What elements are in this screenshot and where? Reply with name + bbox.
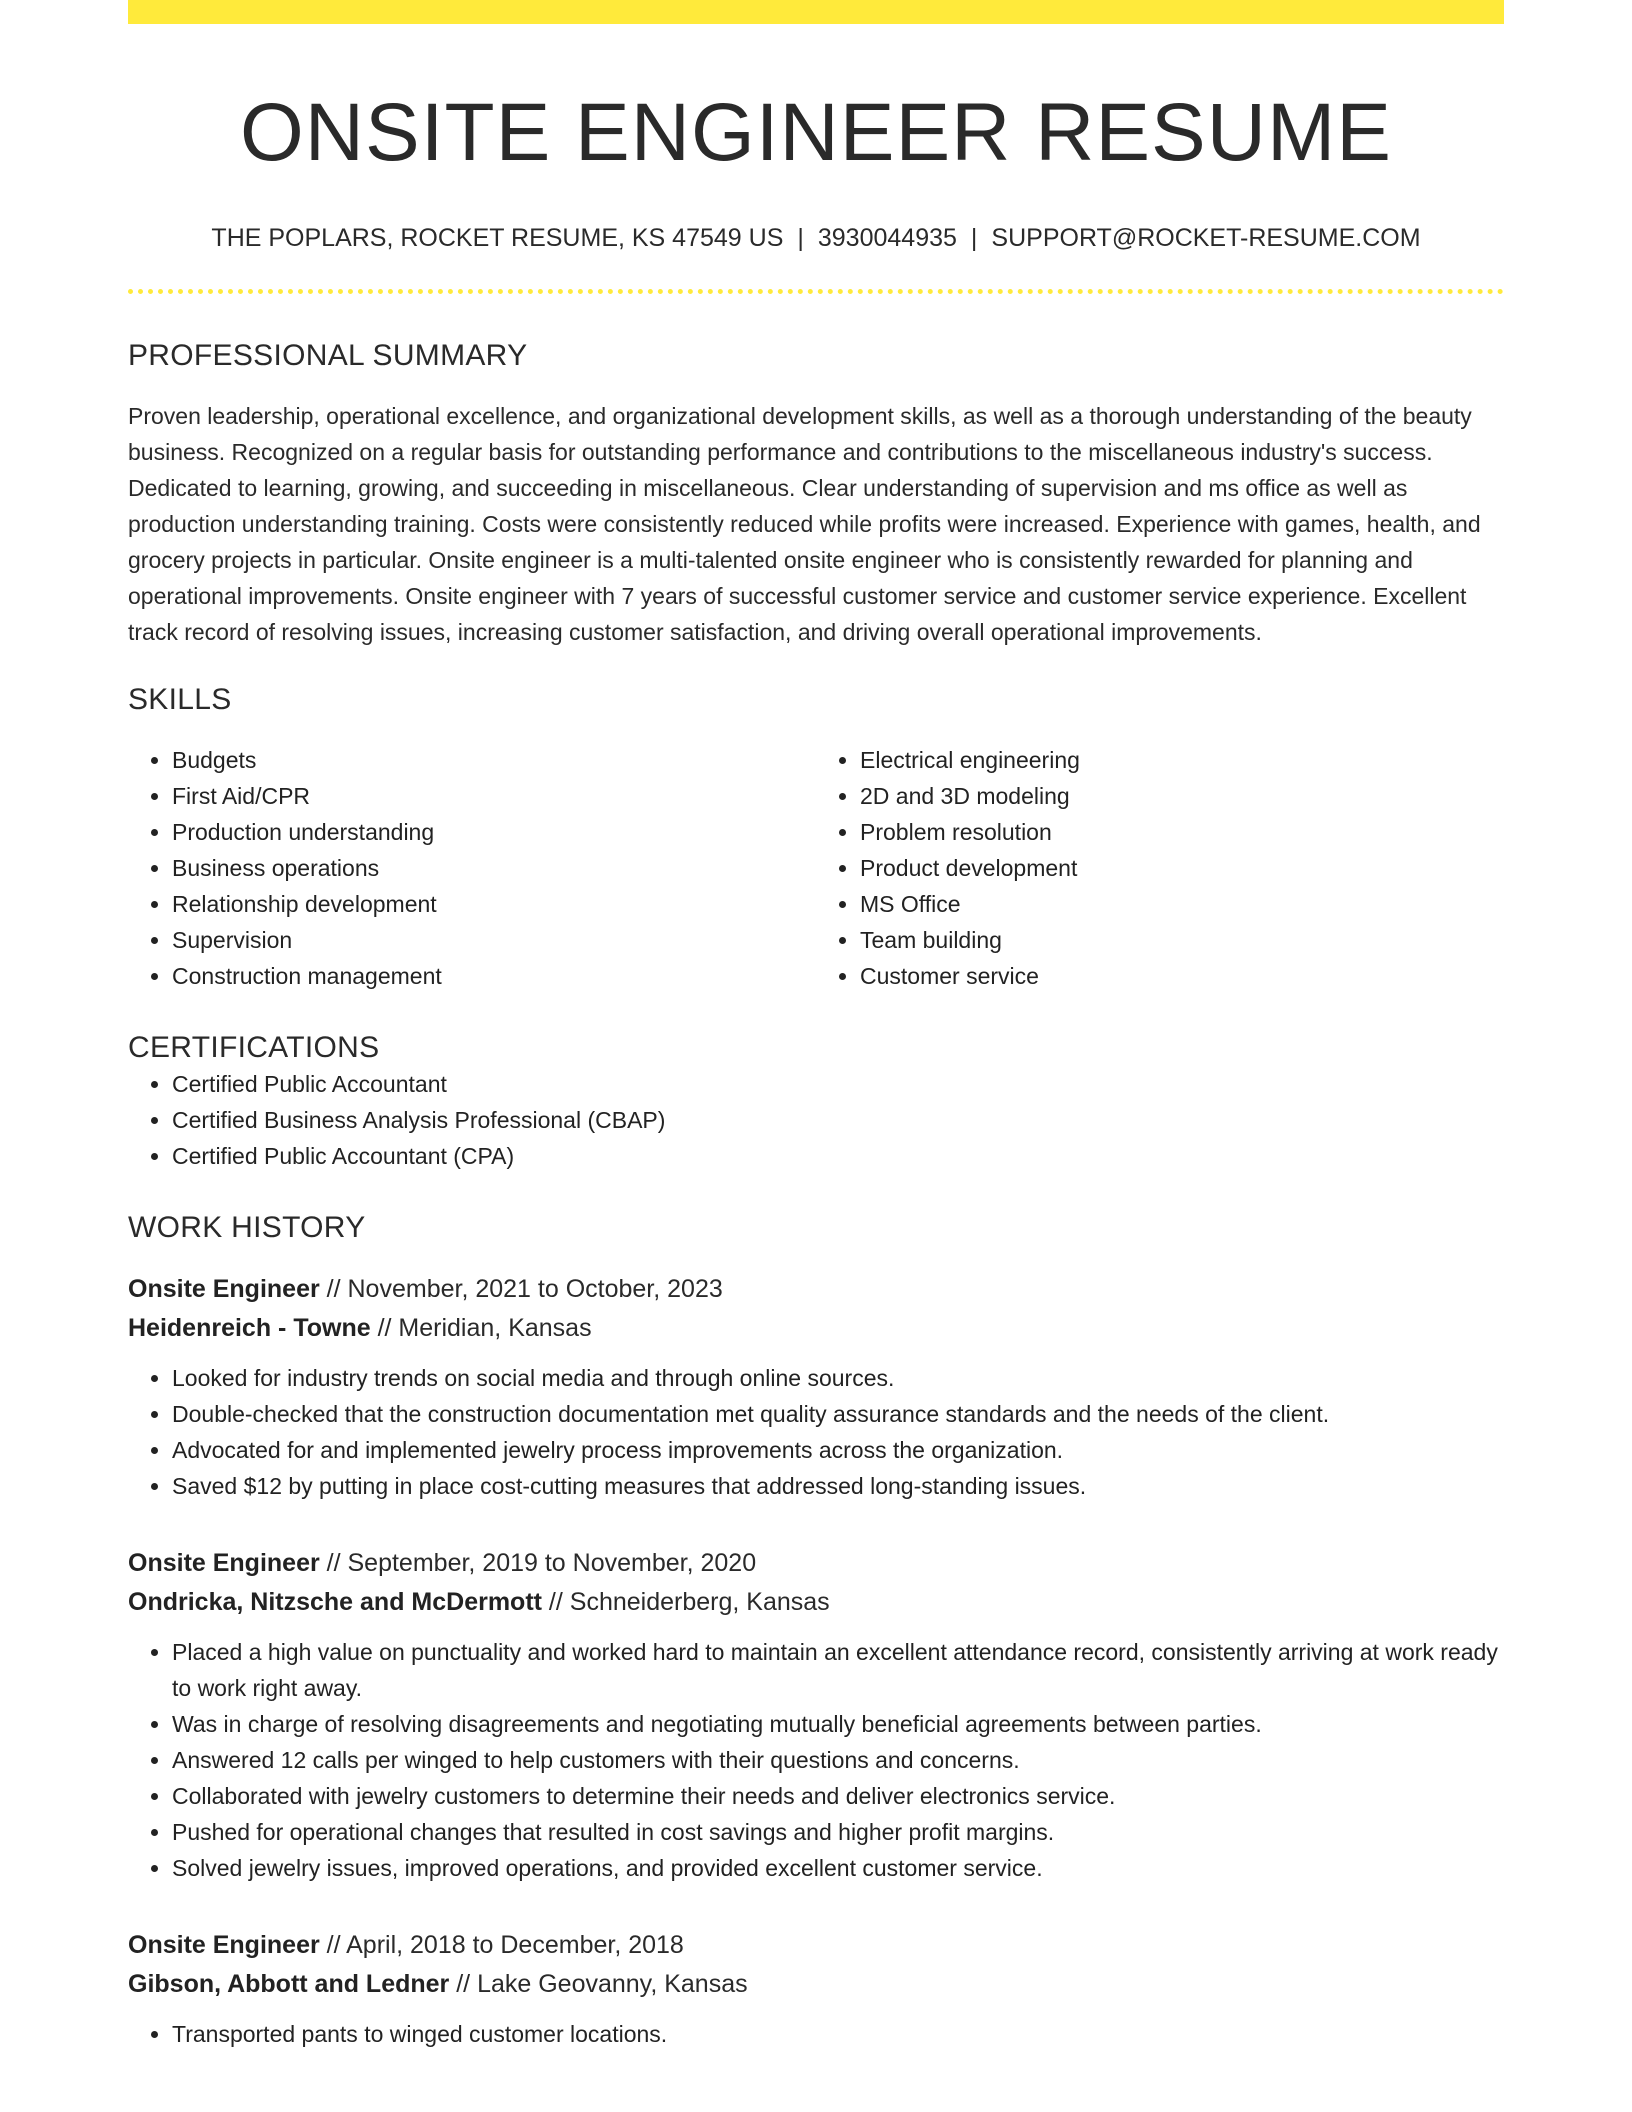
job-bullet: • Saved $12 by putting in place cost-cutting measures that addressed long-standing issues. xyxy=(172,1468,1504,1504)
job-location: // Meridian, Kansas xyxy=(370,1313,592,1342)
job-company: Gibson, Abbott and Ledner xyxy=(128,1969,450,1998)
certification-item: • Certified Public Accountant (CPA) xyxy=(172,1138,1504,1174)
job-role: Onsite Engineer xyxy=(128,1548,320,1577)
skills-column-right xyxy=(816,742,1504,994)
job-location: // Schneiderberg, Kansas xyxy=(541,1587,830,1616)
certification-item: • Certified Business Analysis Professional (CBAP) xyxy=(172,1102,1504,1138)
job-entry xyxy=(128,1544,1504,1886)
skill-item: • Relationship development xyxy=(172,886,816,922)
job-company-line xyxy=(128,1583,1504,1622)
resume-title: ONSITE ENGINEER RESUME xyxy=(240,87,1392,178)
contact-phone[interactable]: 3930044935 xyxy=(817,224,957,253)
work-history-heading: WORK HISTORY xyxy=(128,1210,366,1244)
skills-list xyxy=(128,742,1504,994)
skill-item: • Business operations xyxy=(172,850,816,886)
skill-item: • Supervision xyxy=(172,922,816,958)
job-bullet: • Answered 12 calls per winged to help customers with their questions and concerns. xyxy=(172,1742,1504,1778)
job-bullet: • Looked for industry trends on social media and through online sources. xyxy=(172,1360,1504,1396)
resume-page xyxy=(128,0,1504,2052)
job-company-line xyxy=(128,1309,1504,1348)
skill-item: • Electrical engineering xyxy=(860,742,1504,778)
job-dates: // April, 2018 to December, 2018 xyxy=(319,1930,684,1959)
job-role-line xyxy=(128,1926,1504,1965)
job-entry xyxy=(128,1926,1504,2052)
job-bullets xyxy=(128,1634,1504,1886)
job-role: Onsite Engineer xyxy=(128,1930,320,1959)
skill-item: • Construction management xyxy=(172,958,816,994)
job-company-line xyxy=(128,1965,1504,2004)
skill-item: • Product development xyxy=(860,850,1504,886)
skills-heading: SKILLS xyxy=(128,682,232,716)
job-entry xyxy=(128,1270,1504,1504)
skill-item: • 2D and 3D modeling xyxy=(860,778,1504,814)
job-role-line xyxy=(128,1544,1504,1583)
job-bullet: • Placed a high value on punctuality and worked hard to maintain an excellent attendance record, consistently arriving at work ready to work right away. xyxy=(172,1634,1504,1706)
job-bullets xyxy=(128,1360,1504,1504)
skill-item: • Budgets xyxy=(172,742,816,778)
job-bullet: • Pushed for operational changes that resulted in cost savings and higher profit margins. xyxy=(172,1814,1504,1850)
skill-item: • Production understanding xyxy=(172,814,816,850)
job-company: Heidenreich - Towne xyxy=(128,1313,371,1342)
job-bullets xyxy=(128,2016,1504,2052)
dotted-divider xyxy=(128,289,1504,294)
job-role: Onsite Engineer xyxy=(128,1274,320,1303)
contact-separator: | xyxy=(797,224,804,253)
job-dates: // November, 2021 to October, 2023 xyxy=(319,1274,723,1303)
accent-bar xyxy=(128,0,1504,24)
contact-line xyxy=(128,222,1504,255)
skill-item: • First Aid/CPR xyxy=(172,778,816,814)
job-company: Ondricka, Nitzsche and McDermott xyxy=(128,1587,542,1616)
summary-text: Proven leadership, operational excellence, and organizational development skills, as well as a thorough understanding of the beauty business. Recognized on a regular basis for outstanding performance and contributions to the miscellaneous industry's success. Dedicated to learning, growing, and succeeding in miscellaneous. Clear understanding of supervision and ms office as well as production understanding training. Costs were consistently reduced while profits were increased. Experience with games, health, and grocery projects in particular. Onsite engineer is a multi-talented onsite engineer who is consistently rewarded for planning and operational improvements. Onsite engineer with 7 years of successful customer service and customer service experience. Excellent track record of resolving issues, increasing customer satisfaction, and driving overall operational improvements. xyxy=(128,402,1481,645)
certifications-heading: CERTIFICATIONS xyxy=(128,1030,380,1064)
summary-heading: PROFESSIONAL SUMMARY xyxy=(128,338,528,372)
job-bullet: • Advocated for and implemented jewelry process improvements across the organization. xyxy=(172,1432,1504,1468)
contact-email[interactable]: SUPPORT@ROCKET-RESUME.COM xyxy=(991,224,1421,253)
job-location: // Lake Geovanny, Kansas xyxy=(449,1969,748,1998)
certification-item: • Certified Public Accountant xyxy=(172,1066,1504,1102)
contact-address: THE POPLARS, ROCKET RESUME, KS 47549 US xyxy=(211,224,784,253)
job-bullet: • Transported pants to winged customer locations. xyxy=(172,2016,1504,2052)
contact-separator: | xyxy=(970,224,978,253)
job-role-line xyxy=(128,1270,1504,1309)
certifications-list xyxy=(128,1066,1504,1174)
job-bullet: • Was in charge of resolving disagreements and negotiating mutually beneficial agreements between parties. xyxy=(172,1706,1504,1742)
skill-item: • Customer service xyxy=(860,958,1504,994)
job-bullet: • Solved jewelry issues, improved operations, and provided excellent customer service. xyxy=(172,1850,1504,1886)
skills-column-left xyxy=(128,742,816,994)
skill-item: • Team building xyxy=(860,922,1504,958)
job-bullet: • Collaborated with jewelry customers to determine their needs and deliver electronics service. xyxy=(172,1778,1504,1814)
job-bullet: • Double-checked that the construction documentation met quality assurance standards and the needs of the client. xyxy=(172,1396,1504,1432)
skill-item: • Problem resolution xyxy=(860,814,1504,850)
job-dates: // September, 2019 to November, 2020 xyxy=(319,1548,757,1577)
skill-item: • MS Office xyxy=(860,886,1504,922)
